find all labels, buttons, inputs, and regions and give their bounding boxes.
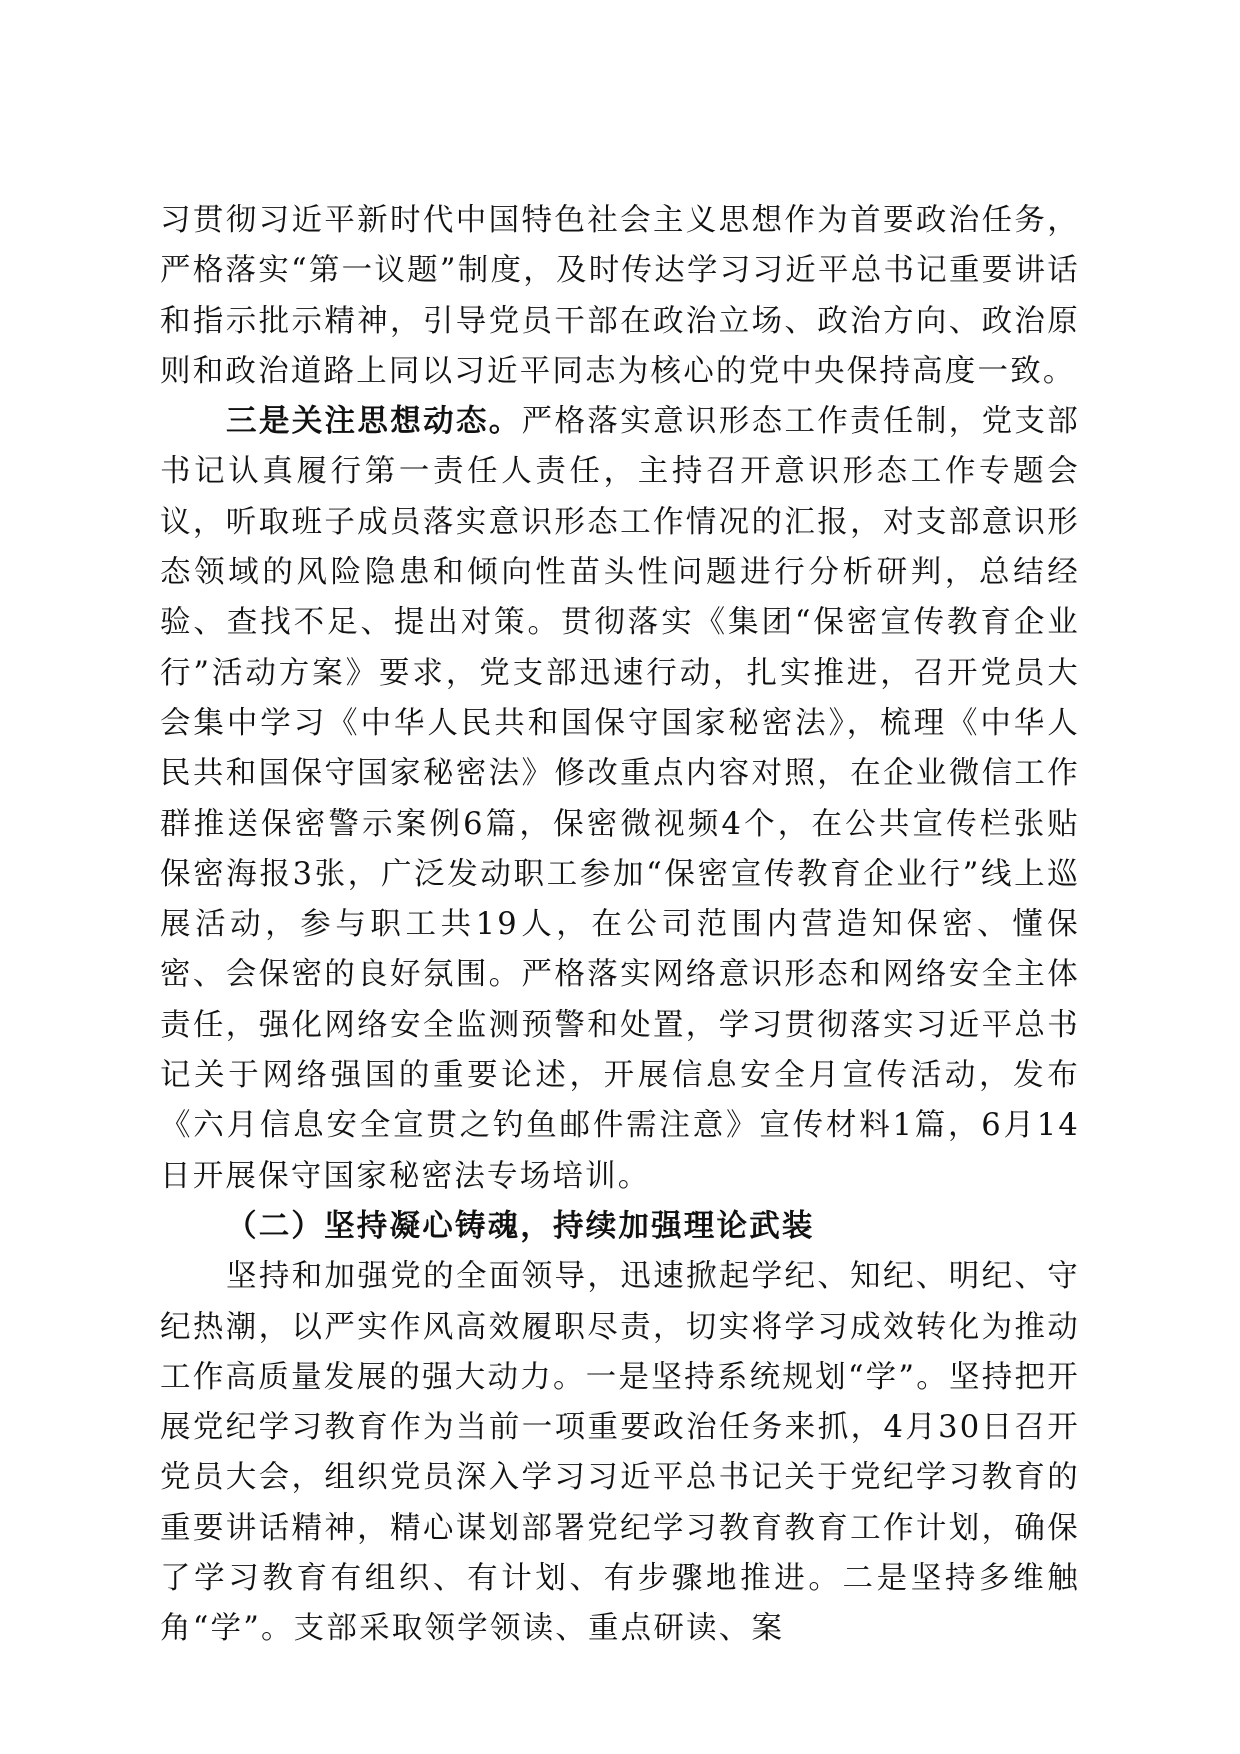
section-heading: （二）坚持凝心铸魂，持续加强理论武装: [226, 1208, 815, 1244]
paragraph-focus-ideology: [160, 397, 1080, 1202]
paragraph-continued: 习贯彻习近平新时代中国特色社会主义思想作为首要政治任务，严格落实“第一议题”制度，及时传达学习习近平总书记重要讲话和指示批示精神，引导党员干部在政治立场、政治方向、政治原则和政治道路上同以习近平同志为核心的党中央保持高度一致。: [160, 203, 1080, 389]
paragraph-theory-study: 坚持和加强党的全面领导，迅速掀起学纪、知纪、明纪、守纪热潮，以严实作风高效履职尽责，切实将学习成效转化为推动工作高质量发展的强大动力。一是坚持系统规划“学”。坚持把开展党纪学习教育作为当前一项重要政治任务来抓，4月30日召开党员大会，组织党员深入学习习近平总书记关于党纪学习教育的重要讲话精神，精心谋划部署党纪学习教育教育工作计划，确保了学习教育有组织、有计划、有步骤地推进。二是坚持多维触角“学”。支部采取领学领读、重点研读、案: [160, 1259, 1080, 1647]
paragraph-body: 严格落实意识形态工作责任制，党支部书记认真履行第一责任人责任，主持召开意识形态工作专题会议，听取班子成员落实意识形态工作情况的汇报，对支部意识形态领域的风险隐患和倾向性苗头性问题进行分析研判，总结经验、查找不足、提出对策。贯彻落实《集团“保密宣传教育企业行”活动方案》要求，党支部迅速行动，扎实推进，召开党员大会集中学习《中华人民共和国保守国家秘密法》，梳理《中华人民共和国保守国家秘密法》修改重点内容对照，在企业微信工作群推送保密警示案例6篇，保密微视频4个，在公共宣传栏张贴保密海报3张，广泛发动职工参加“保密宣传教育企业行”线上巡展活动，参与职工共19人，在公司范围内营造知保密、懂保密、会保密的良好氛围。严格落实网络意识形态和网络安全主体责任，强化网络安全监测预警和处置，学习贯彻落实习近平总书记关于网络强国的重要论述，开展信息安全月宣传活动，发布《六月信息安全宣贯之钓鱼邮件需注意》宣传材料1篇，6月14日开展保守国家秘密法专场培训。: [160, 404, 1080, 1194]
document-page: [160, 196, 1080, 1655]
paragraph-lead-heading: 三是关注思想动态。: [226, 404, 522, 440]
